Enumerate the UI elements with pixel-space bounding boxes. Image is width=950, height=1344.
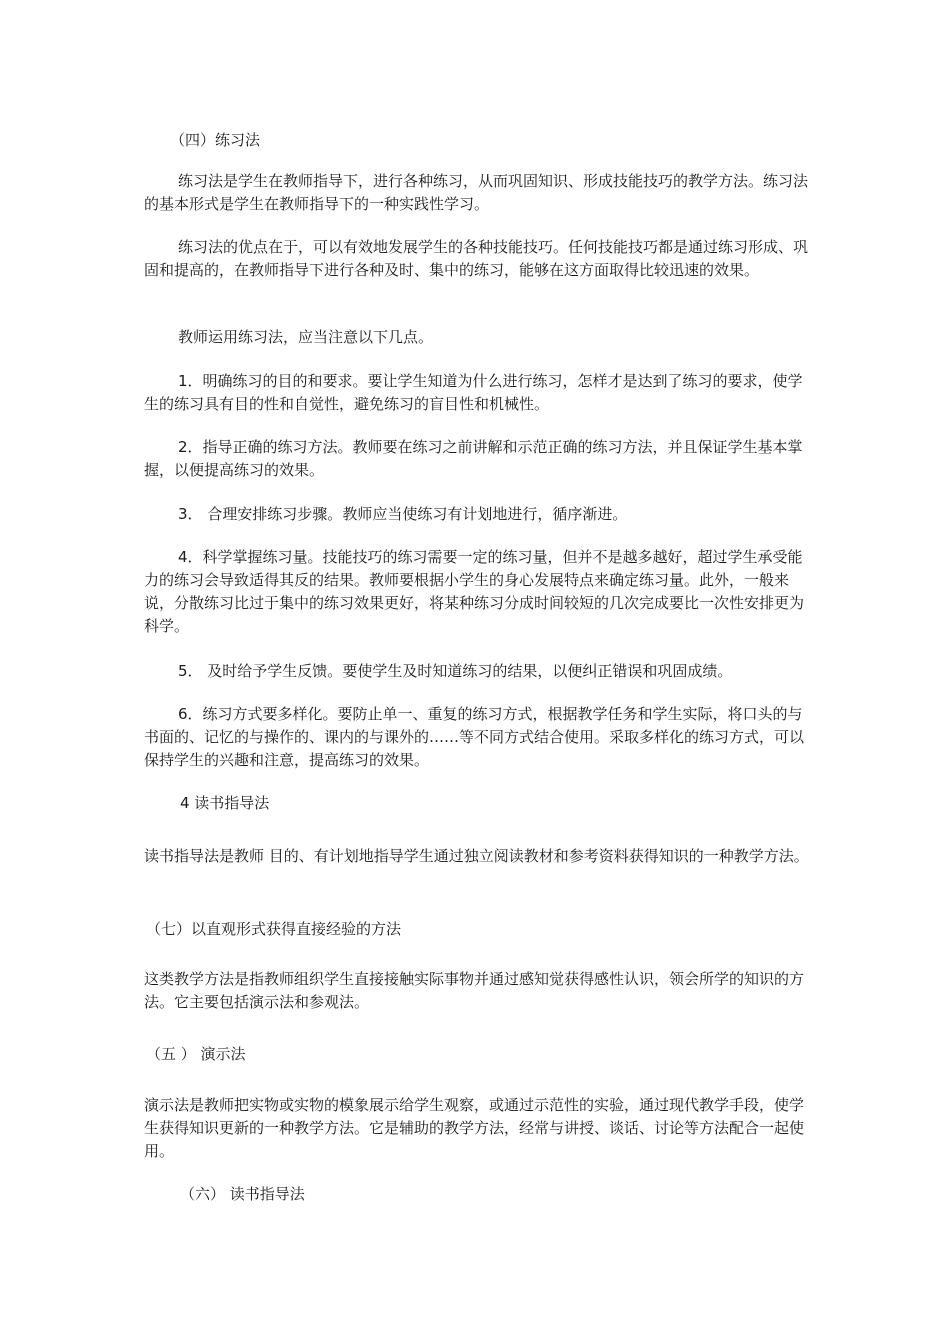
list-item-3: 3． 合理安排练习步骤。教师应当使练习有计划地进行，循序渐进。 (178, 505, 628, 523)
paragraph-direct-experience: 这类教学方法是指教师组织学生直接接触实际事物并通过感知觉获得感性认识，领会所学的知识的方法。它主要包括演示法和参观法。 (144, 970, 805, 1011)
paragraph-reading-guidance: 读书指导法是教师 目的、有计划地指导学生通过独立阅读教材和参考资料获得知识的一种教学方法。 (144, 847, 809, 865)
list-item-2: 2．指导正确的练习方法。教师要在练习之前讲解和示范正确的练习方法，并且保证学生基本掌握，以便提高练习的效果。 (144, 438, 803, 479)
paragraph-teacher-notes: 教师运用练习法，应当注意以下几点。 (178, 328, 434, 346)
paragraph-demonstration: 演示法是教师把实物或实物的模象展示给学生观察，或通过示范性的实验，通过现代教学手段，使学生获得知识更新的一种教学方法。它是辅助的教学方法，经常与讲授、谈话、讨论等方法配合一起使用。 (144, 1096, 805, 1160)
section-heading-reading-guidance-6: （六） 读书指导法 (180, 1185, 305, 1203)
section-heading-direct-experience: （七）以直观形式获得直接经验的方法 (146, 920, 402, 938)
list-item-5: 5． 及时给予学生反馈。要使学生及时知道练习的结果，以便纠正错误和巩固成绩。 (178, 662, 733, 680)
list-item-4: 4．科学掌握练习量。技能技巧的练习需要一定的练习量，但并不是越多越好，超过学生承受能力的练习会导致适得其反的结果。教师要根据小学生的身心发展特点来确定练习量。此外，一般来说，分散练习比过于集中的练习效果更好，将某种练习分成时间较短的几次完成要比一次性安排更为科学。 (144, 548, 805, 635)
section-heading-reading-guidance: 4 读书指导法 (180, 794, 270, 812)
paragraph-practice-advantages: 练习法的优点在于，可以有效地发展学生的各种技能技巧。任何技能技巧都是通过练习形成、巩固和提高的，在教师指导下进行各种及时、集中的练习，能够在这方面取得比较迅速的效果。 (144, 238, 809, 279)
paragraph-practice-definition: 练习法是学生在教师指导下，进行各种练习，从而巩固知识、形成技能技巧的教学方法。练习法的基本形式是学生在教师指导下的一种实践性学习。 (144, 172, 809, 213)
list-item-6: 6．练习方式要多样化。要防止单一、重复的练习方式，根据教学任务和学生实际，将口头的与书面的、记忆的与操作的、课内的与课外的……等不同方式结合使用。采取多样化的练习方式，可以保持学生的兴趣和注意，提高练习的效果。 (144, 705, 805, 769)
section-heading-practice-method: （四）练习法 (170, 131, 261, 149)
list-item-1: 1．明确练习的目的和要求。要让学生知道为什么进行练习，怎样才是达到了练习的要求，使学生的练习具有目的性和自觉性，避免练习的盲目性和机械性。 (144, 372, 803, 413)
section-heading-demonstration: （五 ） 演示法 (146, 1045, 246, 1063)
